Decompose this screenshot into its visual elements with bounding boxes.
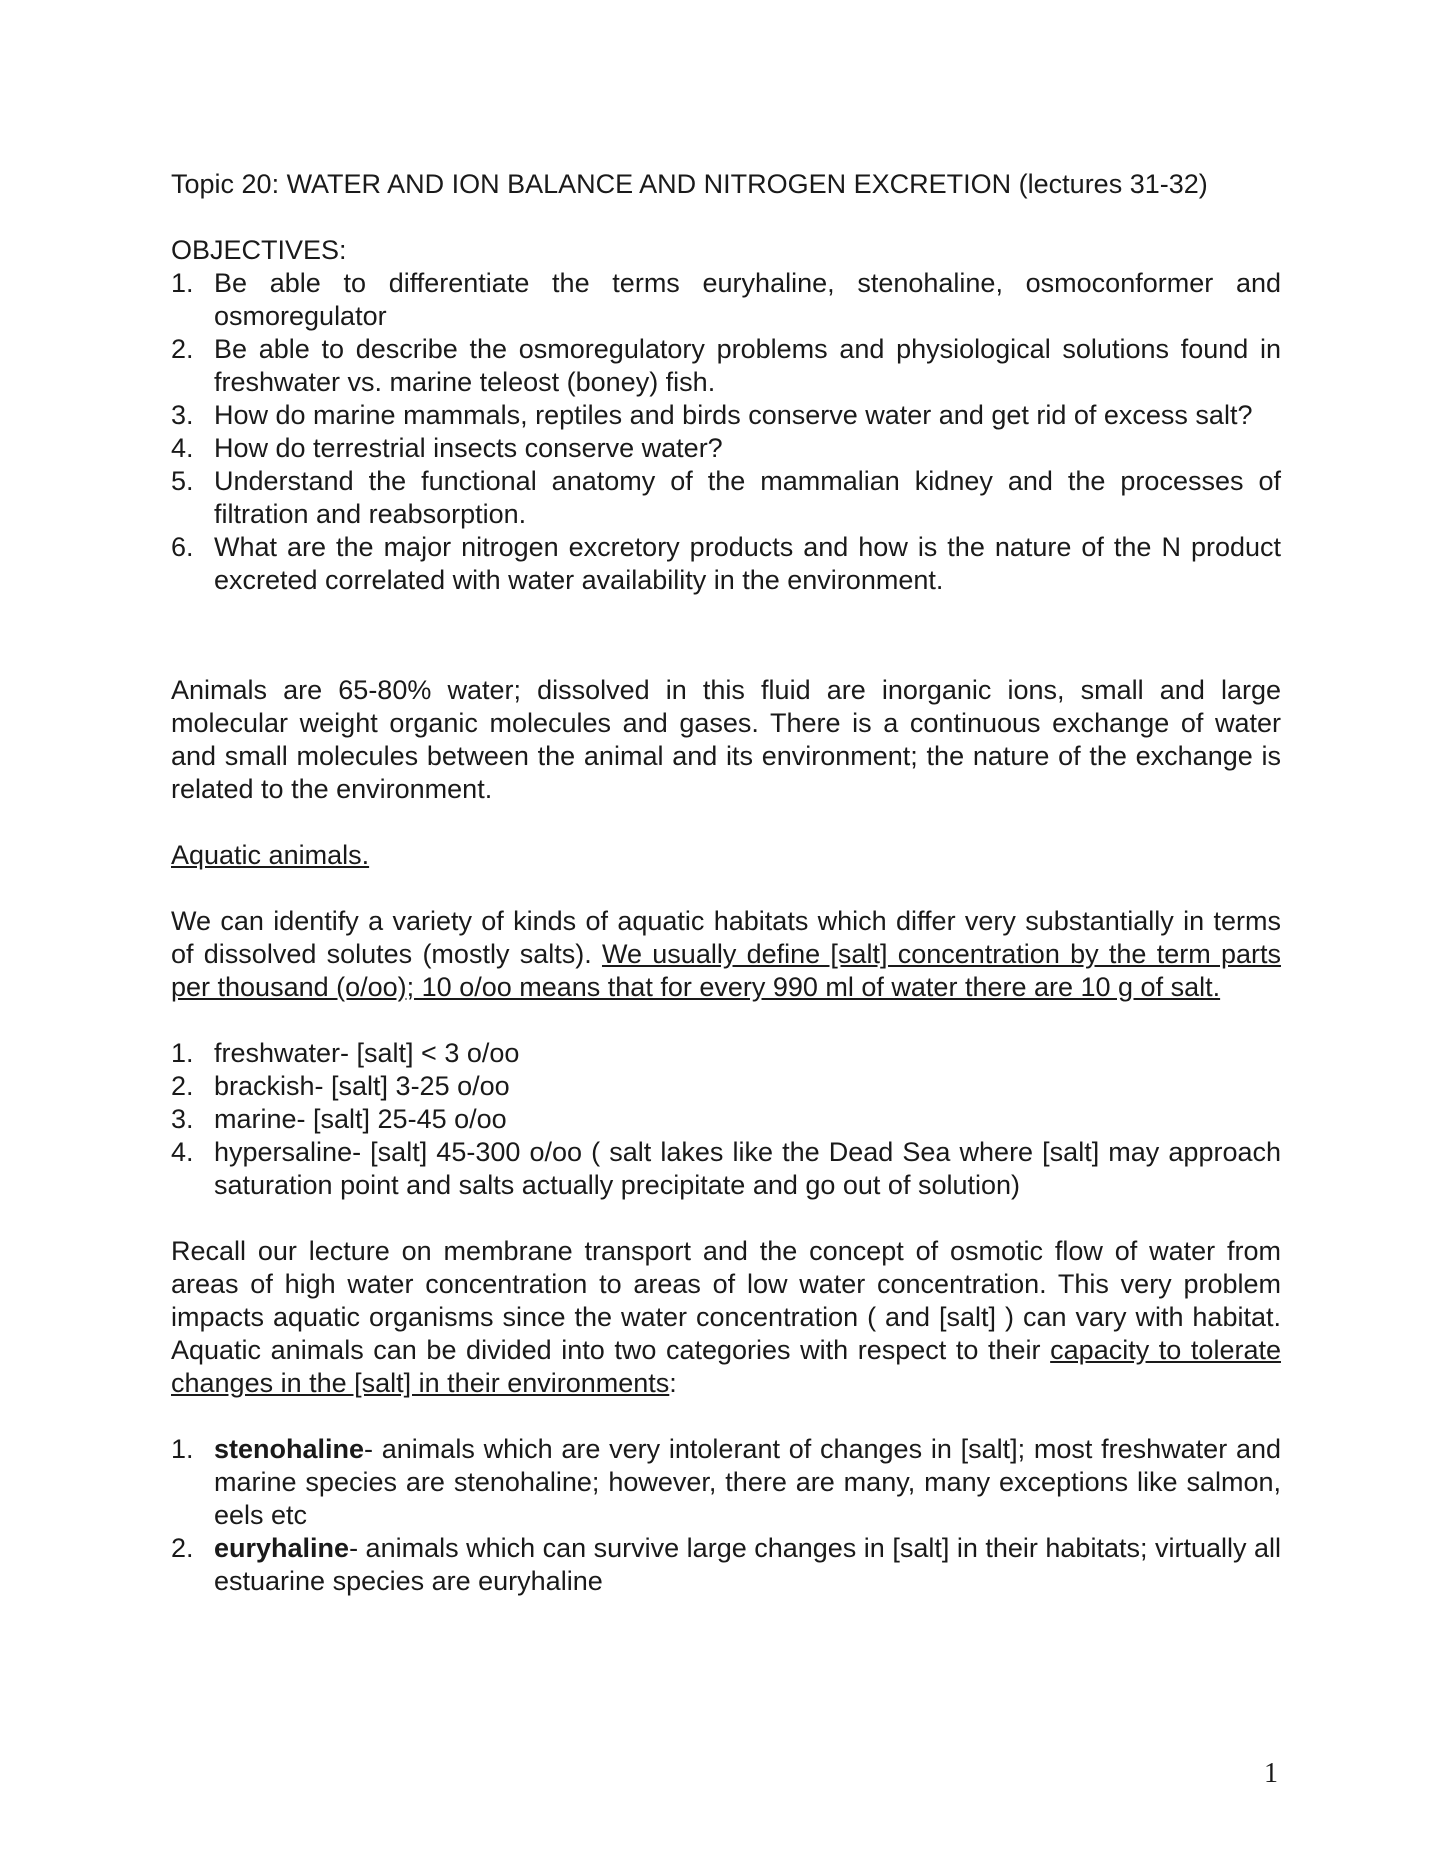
- habitats-paragraph-text: We can identify a variety of kinds of aquatic habitats which differ very substantially in terms of dissolved solutes (mostly salts).: [171, 906, 1281, 969]
- category-description: - animals which can survive large changes in [salt] in their habitats; virtually all estuarine species are euryhaline: [214, 1533, 1281, 1596]
- list-item-text: Understand the functional anatomy of the mammalian kidney and the processes of filtration and reabsorption.: [214, 466, 1281, 529]
- list-item: [171, 333, 1281, 399]
- list-item-text: What are the major nitrogen excretory products and how is the nature of the N product excreted correlated with water availability in the environment.: [214, 532, 1281, 595]
- habitats-paragraph: [171, 905, 1281, 1004]
- page-number: 1: [1264, 1758, 1278, 1789]
- list-item-text: How do marine mammals, reptiles and birds conserve water and get rid of excess salt?: [214, 400, 1253, 430]
- categories-list: [171, 1433, 1281, 1598]
- salt-tolerance-text: capacity to tolerate changes in the [salt] in their environments: [171, 1335, 1281, 1398]
- list-item-text: How do terrestrial insects conserve water?: [214, 433, 723, 463]
- list-number: 1.: [171, 268, 194, 298]
- list-item: [171, 1103, 1281, 1136]
- list-number: 2.: [171, 1533, 194, 1563]
- list-number: 3.: [171, 400, 194, 430]
- list-item: [171, 1136, 1281, 1202]
- osmosis-paragraph: [171, 1235, 1281, 1400]
- salt-definition-text: We usually define [salt] concentration by the term parts per thousand (o/oo); 10 o/oo means that for every 990 ml of water there are 10 g of salt.: [171, 939, 1281, 1002]
- category-term: euryhaline: [214, 1533, 350, 1563]
- aquatic-animals-heading: Aquatic animals.: [171, 840, 370, 870]
- list-number: 5.: [171, 466, 194, 496]
- list-item: [171, 432, 1281, 465]
- list-number: 1.: [171, 1434, 194, 1464]
- list-item: [171, 399, 1281, 432]
- list-number: 4.: [171, 1137, 194, 1167]
- list-item-text: hypersaline- [salt] 45-300 o/oo ( salt lakes like the Dead Sea where [salt] may approach saturation point and salts actually precipitate and go out of solution): [214, 1137, 1281, 1200]
- list-item-text: Be able to describe the osmoregulatory problems and physiological solutions found in freshwater vs. marine teleost (boney) fish.: [214, 334, 1281, 397]
- list-number: 4.: [171, 433, 194, 463]
- list-item: [171, 1037, 1281, 1070]
- document-page: [171, 168, 1281, 1598]
- category-description: - animals which are very intolerant of changes in [salt]; most freshwater and marine species are stenohaline; however, there are many, many exceptions like salmon, eels etc: [214, 1434, 1281, 1530]
- list-number: 1.: [171, 1038, 194, 1068]
- list-item: [171, 1532, 1281, 1598]
- intro-paragraph: Animals are 65-80% water; dissolved in this fluid are inorganic ions, small and large molecular weight organic molecules and gases. There is a continuous exchange of water and small molecules between the animal and its environment; the nature of the exchange is related to the environment.: [171, 675, 1281, 804]
- list-number: 2.: [171, 334, 194, 364]
- list-number: 6.: [171, 532, 194, 562]
- list-item-text: brackish- [salt] 3-25 o/oo: [214, 1071, 510, 1101]
- list-item: [171, 1433, 1281, 1532]
- document-title: Topic 20: WATER AND ION BALANCE AND NITROGEN EXCRETION (lectures 31-32): [171, 169, 1208, 199]
- list-item: [171, 531, 1281, 597]
- list-item: [171, 267, 1281, 333]
- list-item: [171, 1070, 1281, 1103]
- habitats-list: [171, 1037, 1281, 1202]
- category-term: stenohaline: [214, 1434, 365, 1464]
- list-item: [171, 465, 1281, 531]
- list-number: 3.: [171, 1104, 194, 1134]
- list-number: 2.: [171, 1071, 194, 1101]
- objectives-heading: OBJECTIVES:: [171, 235, 347, 265]
- list-item-text: Be able to differentiate the terms euryhaline, stenohaline, osmoconformer and osmoregulator: [214, 268, 1281, 331]
- osmosis-paragraph-tail: :: [669, 1368, 677, 1398]
- osmosis-paragraph-text: Recall our lecture on membrane transport and the concept of osmotic flow of water from areas of high water concentration to areas of low water concentration. This very problem impacts aquatic organisms since the water concentration ( and [salt] ) can vary with habitat. Aquatic animals can be divided into two categories with respect to their: [171, 1236, 1281, 1365]
- objectives-list: [171, 267, 1281, 597]
- list-item-text: marine- [salt] 25-45 o/oo: [214, 1104, 507, 1134]
- list-item-text: freshwater- [salt] < 3 o/oo: [214, 1038, 520, 1068]
